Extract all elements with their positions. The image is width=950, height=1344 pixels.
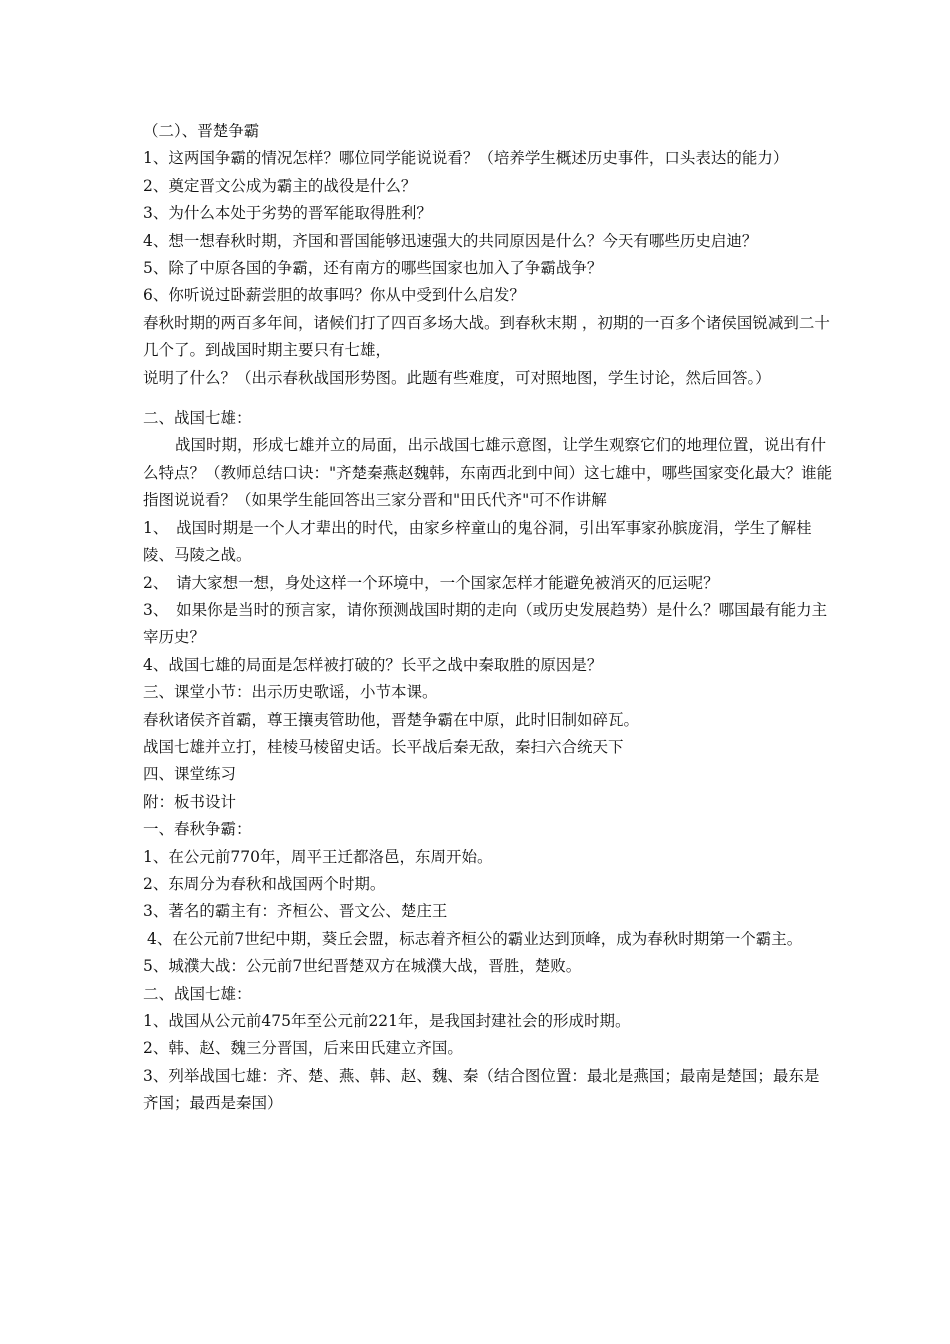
board-item-5: 5、城濮大战：公元前7世纪晋楚双方在城濮大战，晋胜，楚败。 (143, 957, 582, 976)
point-3: 3、 如果你是当时的预言家，请你预测战国时期的走向（或历史发展趋势）是什么？哪国最有能力主宰历史？ (143, 600, 828, 647)
paragraph-warring-states: 战国时期，形成七雄并立的局面，出示战国七雄示意图，让学生观察它们的地理位置，说出有什么特点？（教师总结口诀："齐楚秦燕赵魏韩，东南西北到中间）这七雄中，哪些国家变化最大？谁能指图说说看？（如果学生能回答出三家分晋和"田氏代齐"可不作讲解 (143, 436, 833, 510)
song-line-1: 春秋诸侯齐首霸，尊王攘夷管助他，晋楚争霸在中原，此时旧制如碎瓦。 (143, 710, 640, 729)
question-2: 2、奠定晋文公成为霸主的战役是什么？ (143, 176, 417, 195)
section-heading-jin-chu: （二）、晋楚争霸 (143, 122, 260, 140)
point-4: 4、战国七雄的局面是怎样被打破的？长平之战中秦取胜的原因是？ (143, 655, 603, 674)
board-item-ws-3: 3、列举战国七雄：齐、楚、燕、韩、赵、魏、秦（结合图位置：最北是燕国；最南是楚国；最东是齐国；最西是秦国） (143, 1066, 820, 1113)
section-heading-summary: 三、课堂小节：出示历史歌谣，小节本课。 (143, 683, 438, 702)
board-item-4: 4、在公元前7世纪中期，葵丘会盟，标志着齐桓公的霸业达到顶峰，成为春秋时期第一个霸主。 (147, 929, 803, 948)
paragraph-gap (143, 392, 833, 405)
appendix-heading: 附：板书设计 (143, 792, 237, 811)
question-6: 6、你听说过卧薪尝胆的故事吗？你从中受到什么启发？ (143, 286, 525, 305)
question-5: 5、除了中原各国的争霸，还有南方的哪些国家也加入了争霸战争？ (143, 259, 603, 278)
section-heading-warring-states: 二、战国七雄： (143, 409, 252, 428)
board-item-ws-2: 2、韩、赵、魏三分晋国，后来田氏建立齐国。 (143, 1039, 463, 1058)
board-item-3: 3、著名的霸主有：齐桓公、晋文公、楚庄王 (143, 902, 448, 921)
question-4: 4、想一想春秋时期，齐国和晋国能够迅速强大的共同原因是什么？今天有哪些历史启迪？ (143, 231, 758, 250)
board-item-2: 2、东周分为春秋和战国两个时期。 (143, 874, 386, 893)
board-heading-warring-states: 二、战国七雄： (143, 984, 252, 1003)
point-2: 2、 请大家想一想，身处这样一个环境中，一个国家怎样才能避免被消灭的厄运呢？ (143, 573, 719, 592)
paragraph-explain: 说明了什么？（出示春秋战国形势图。此题有些难度，可对照地图，学生讨论，然后回答。） (143, 368, 771, 387)
question-3: 3、为什么本处于劣势的晋军能取得胜利？ (143, 204, 432, 223)
section-heading-practice: 四、课堂练习 (143, 765, 237, 784)
document-body (143, 118, 833, 1118)
point-1: 1、 战国时期是一个人才辈出的时代，由家乡梓童山的鬼谷洞，引出军事家孙膑庞涓，学生了解桂陵、马陵之战。 (143, 518, 812, 565)
board-item-ws-1: 1、战国从公元前475年至公元前221年，是我国封建社会的形成时期。 (143, 1012, 631, 1030)
song-line-2: 战国七雄并立打，桂棱马棱留史话。长平战后秦无敌，秦扫六合统天下 (143, 737, 624, 756)
question-1: 1、这两国争霸的情况怎样？哪位同学能说说看？（培养学生概述历史事件，口头表达的能力） (143, 149, 789, 168)
board-item-1: 1、在公元前770年，周平王迁都洛邑，东周开始。 (143, 847, 493, 866)
paragraph-spring-autumn: 春秋时期的两百多年间，诸候们打了四百多场大战。到春秋末期 ，初期的一百多个诸侯国锐减到二十几个了。到战国时期主要只有七雄， (143, 313, 830, 360)
board-heading-spring-autumn: 一、春秋争霸： (143, 820, 252, 839)
